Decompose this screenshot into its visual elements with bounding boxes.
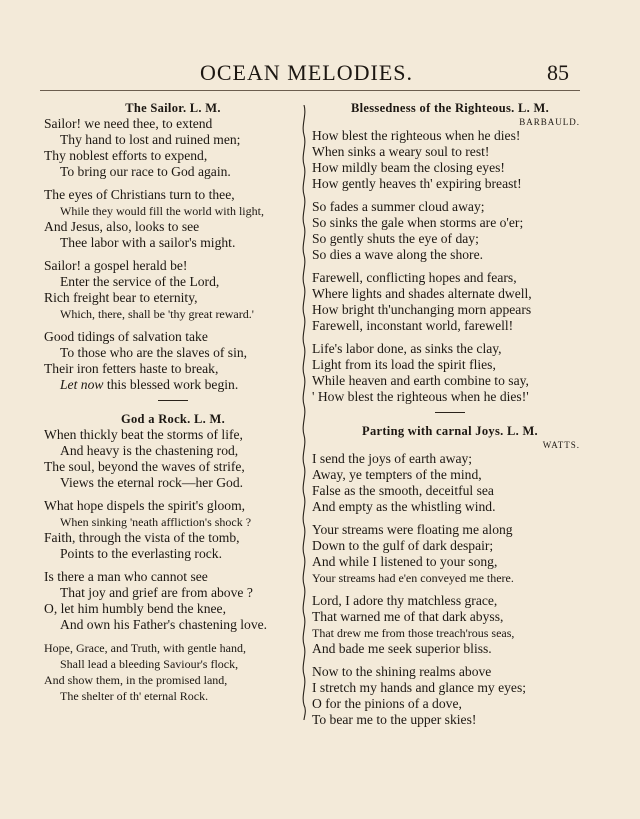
verse-line: How gently heaves th' expiring breast! — [312, 176, 522, 191]
stanza — [44, 427, 302, 491]
verse-line: Away, ye tempters of the mind, — [312, 467, 482, 482]
stanza — [44, 187, 302, 251]
verse-line: Thy hand to lost and ruined men; — [60, 132, 241, 147]
stanza — [44, 498, 302, 562]
verse-line: Points to the everlasting rock. — [60, 546, 222, 561]
hymn-author: BARBAULD. — [519, 117, 580, 127]
verse-line: O for the pinions of a dove, — [312, 696, 462, 711]
stanza — [312, 199, 588, 263]
verse-line: And own his Father's chastening love. — [60, 617, 268, 632]
verse-line: Now to the shining realms above — [312, 664, 492, 679]
verse-line: When sinking 'neath affliction's shock ? — [60, 515, 252, 529]
verse-line: Farewell, inconstant world, farewell! — [312, 318, 514, 333]
verse-line: So fades a summer cloud away; — [312, 199, 485, 214]
verse-line: That drew me from those treach'rous seas, — [312, 626, 515, 640]
verse-line: O, let him humbly bend the knee, — [44, 601, 226, 616]
verse-line: ' How blest the righteous when he dies!' — [312, 389, 529, 404]
verse-line: So dies a wave along the shore. — [312, 247, 484, 262]
right-column — [312, 100, 588, 735]
verse-line: Enter the service of the Lord, — [60, 274, 220, 289]
page-number: 85 — [547, 60, 569, 85]
verse-line: What hope dispels the spirit's gloom, — [44, 498, 246, 513]
left-column — [44, 100, 302, 711]
italic-words: Let now — [60, 377, 104, 392]
verse-line: So gently shuts the eye of day; — [312, 231, 479, 246]
verse-line — [44, 377, 302, 393]
verse-line: Sailor! we need thee, to extend — [44, 116, 213, 131]
verse-line: Good tidings of salvation take — [44, 329, 208, 344]
stanza — [312, 593, 588, 657]
running-head — [0, 60, 640, 90]
hymn-parting-with-carnal-joys — [312, 423, 588, 728]
verse-line: When sinks a weary soul to rest! — [312, 144, 490, 159]
stanza — [44, 640, 302, 704]
verse-line-rest: this blessed work begin. — [103, 377, 239, 392]
verse-line: Faith, through the vista of the tomb, — [44, 530, 240, 545]
page-title: OCEAN MELODIES. — [200, 60, 413, 85]
verse-line: Shall lead a bleeding Saviour's flock, — [60, 657, 239, 671]
hymn-blessedness-of-the-righteous — [312, 100, 588, 405]
verse-line: So sinks the gale when storms are o'er; — [312, 215, 524, 230]
verse-line: And Jesus, also, looks to see — [44, 219, 200, 234]
verse-line: To bear me to the upper skies! — [312, 712, 477, 727]
verse-line: And while I listened to your song, — [312, 554, 498, 569]
verse-line: Farewell, conflicting hopes and fears, — [312, 270, 517, 285]
header-rule — [40, 90, 580, 91]
verse-line: And empty as the whistling wind. — [312, 499, 496, 514]
stanza — [44, 116, 302, 180]
hymn-title: The Sailor. L. M. — [125, 101, 221, 115]
stanza — [312, 522, 588, 586]
verse-line: While they would fill the world with light, — [60, 204, 264, 218]
stanza — [44, 569, 302, 633]
stanza — [312, 270, 588, 334]
verse-line: Thee labor with a sailor's might. — [60, 235, 236, 250]
stanza — [44, 258, 302, 322]
section-rule — [158, 400, 188, 401]
stanza — [44, 329, 302, 393]
verse-line: Thy noblest efforts to expend, — [44, 148, 208, 163]
verse-line: False as the smooth, deceitful sea — [312, 483, 494, 498]
verse-line: That warned me of that dark abyss, — [312, 609, 504, 624]
hymn-title: Blessedness of the Righteous. L. M. — [350, 101, 549, 115]
verse-line: Is there a man who cannot see — [44, 569, 208, 584]
verse-line: And show them, in the promised land, — [44, 673, 228, 687]
hymn-title: God a Rock. L. M. — [120, 412, 226, 426]
verse-line: To bring our race to God again. — [60, 164, 231, 179]
verse-line: Views the eternal rock—her God. — [60, 475, 244, 490]
hymn-title: Parting with carnal Joys. L. M. — [362, 424, 538, 438]
section-rule — [435, 412, 465, 413]
verse-line: And heavy is the chastening rod, — [60, 443, 239, 458]
verse-line: And bade me seek superior bliss. — [312, 641, 492, 656]
stanza — [312, 341, 588, 405]
verse-line: How bright th'unchanging morn appears — [312, 302, 532, 317]
verse-line: Life's labor done, as sinks the clay, — [312, 341, 502, 356]
verse-line: Lord, I adore thy matchless grace, — [312, 593, 498, 608]
verse-line: Your streams had e'en conveyed me there. — [312, 571, 514, 585]
verse-line: Their iron fetters haste to break, — [44, 361, 219, 376]
verse-line: Sailor! a gospel herald be! — [44, 258, 188, 273]
verse-line: To those who are the slaves of sin, — [60, 345, 248, 360]
verse-line: I send the joys of earth away; — [312, 451, 473, 466]
verse-line: Your streams were floating me along — [312, 522, 513, 537]
verse-line: Light from its load the spirit flies, — [312, 357, 496, 372]
verse-line: While heaven and earth combine to say, — [312, 373, 529, 388]
verse-line: How blest the righteous when he dies! — [312, 128, 521, 143]
verse-line: I stretch my hands and glance my eyes; — [312, 680, 527, 695]
verse-line: The shelter of th' eternal Rock. — [60, 689, 209, 703]
stanza — [312, 128, 588, 192]
verse-line: Which, there, shall be 'thy great reward.' — [60, 307, 254, 321]
hymn-author: WATTS. — [542, 440, 580, 450]
verse-line: When thickly beat the storms of life, — [44, 427, 243, 442]
verse-line: The eyes of Christians turn to thee, — [44, 187, 235, 202]
column-divider-ornament — [300, 105, 308, 720]
verse-line: Hope, Grace, and Truth, with gentle hand, — [44, 641, 246, 655]
verse-line: Rich freight bear to eternity, — [44, 290, 198, 305]
verse-line: That joy and grief are from above ? — [60, 585, 253, 600]
verse-line: The soul, beyond the waves of strife, — [44, 459, 245, 474]
hymn-god-a-rock — [44, 411, 302, 704]
verse-line: How mildly beam the closing eyes! — [312, 160, 505, 175]
verse-line: Where lights and shades alternate dwell, — [312, 286, 532, 301]
stanza — [312, 664, 588, 728]
verse-line: Down to the gulf of dark despair; — [312, 538, 494, 553]
stanza — [312, 451, 588, 515]
hymn-the-sailor — [44, 100, 302, 393]
